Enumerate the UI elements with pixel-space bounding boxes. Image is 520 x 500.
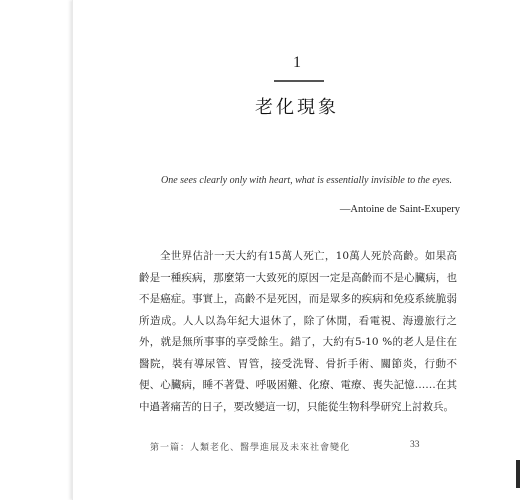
page-number: 33: [410, 440, 420, 450]
epigraph-quote: One sees clearly only with heart, what is essentially invisible to the eyes.: [161, 175, 453, 186]
footer-chapter-label: 第一篇：人類老化、醫學進展及未來社會變化: [150, 443, 351, 453]
book-page: [72, 0, 520, 500]
chapter-divider: [274, 80, 324, 82]
epigraph-attribution: —Antoine de Saint-Exupery: [339, 204, 460, 215]
chapter-title: 老化現象: [255, 97, 339, 118]
body-paragraph: 全世界估計一天大約有15萬人死亡，10萬人死於高齡。如果高齡是一種疾病，那麼第一大致死的原因一定是高齡而不是心臟病，也不是癌症。事實上，高齡不是死因，而是眾多的疾病和免疫系統脆弱所造成。人人以為年紀大退休了，除了休閒，看電視、海邊旅行之外，就是無所事事的享受餘生。錯了，大約有5-10 %的老人是住在醫院，裝有導尿管、胃管，接受洗腎、骨折手術、關節炎，行動不便、心臟病，睡不著覺、呼吸困難、化療、電療、喪失記憶……在其中過著痛苦的日子，要改變這一切，只能從生物科學研究上討救兵。: [139, 250, 457, 413]
section-tab-marker: [516, 460, 520, 488]
chapter-number: 1: [293, 54, 301, 71]
